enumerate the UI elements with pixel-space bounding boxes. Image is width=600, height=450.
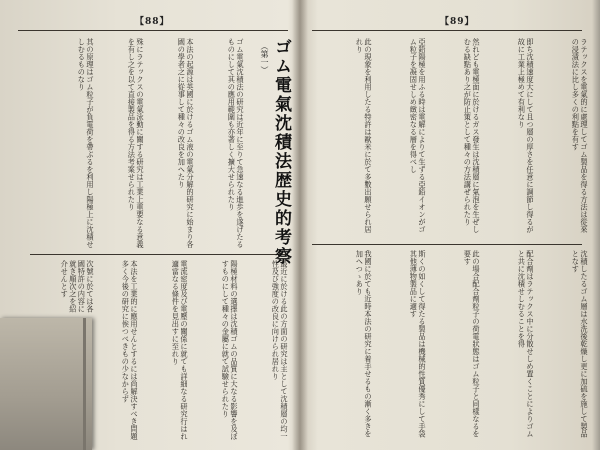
- left-lower-column: 最近に於ける此の方面の研究は主として沈積層の均一性及び強度の改良に向けられ居れり: [271, 260, 289, 440]
- page-edge-shadow: [592, 0, 600, 450]
- right-lower-column: 我國に於ても近時本法の研究に着手せるもの漸く多きを加へつゝあり: [355, 250, 373, 438]
- binder-clip: [0, 318, 92, 450]
- article-part: （第一）: [260, 42, 269, 74]
- right-lower-column: 沈積したるゴム層は水洗後乾燥し更に加硫を施して製品となす: [571, 250, 589, 438]
- article-title-block: [246, 38, 292, 268]
- left-page-number: 【88】: [135, 17, 170, 27]
- left-lower-column: 陽極材料の選擇は沈積ゴムの品質に大なる影響を及ぼすものにして種々の金屬に就て試驗せられたり: [221, 260, 239, 440]
- right-lower-column: 此の場合配合劑粒子の荷電狀態はゴム粒子と同樣なるを要す: [463, 250, 481, 438]
- right-lower-column: 配合劑はラテックス中に分散せしめ置くことによりゴムと共に沈積せしむることを得: [517, 250, 535, 438]
- left-upper-column: 本法の起源は英國に於けるゴム液の電氣分解的研究に始まり各國の學者之に從事して種々の改良を加へたり: [177, 38, 195, 248]
- left-upper-column: 其の原理はゴム粒子が負電荷を帶ぶるを利用し陽極上に沈積せしむるものなり: [77, 38, 95, 248]
- right-upper-column: 即ち沈積速度大にして且つ層の厚さを任意に調節し得るが故に工業上極めて有利なり: [517, 38, 535, 233]
- right-upper-column: 此の現象を利用したる特許は歐米に於て多數出願せられ居れり: [355, 38, 373, 233]
- right-upper-column: ラテックスを電氣的に處理してゴム製品を得る方法は從來の浸漬法に比し多くの利點を有す: [571, 38, 589, 233]
- left-page: [0, 0, 296, 450]
- right-page: [304, 0, 600, 450]
- right-upper-column: 然れども電極面に於けるガス發生は沈積層に氣泡を生ぜしむる缺點あり之が防止策として種々の方法講ぜられたり: [463, 38, 481, 233]
- right-lower-column: 斯くの如くして得たる製品は機械的性質優秀にして手袋其他薄物製品に適す: [409, 250, 427, 438]
- left-upper-column: ゴム電氣沈積法の研究は近年に至りて急速なる進歩を遂げたるものにして其の應用範圍も亦著しく擴大せられたり: [227, 38, 245, 248]
- column-divider-rule: [312, 244, 582, 245]
- top-rule: [18, 30, 288, 31]
- left-lower-column: 次號に於ては各國特許の内容に就き順次之を紹介せんとす: [60, 260, 95, 313]
- article-title: ゴム電氣沈積法歴史的考察: [271, 38, 291, 266]
- left-lower-column: 本法を工業的に應用せんとするには尚解決すべき問題多く今後の研究に俟つべきもの少なからず: [121, 260, 139, 440]
- top-rule: [312, 30, 582, 31]
- left-lower-column: 電流密度及び電壓の關係に就ても詳細なる研究行はれ適當なる條件を見出すに至れり: [171, 260, 189, 440]
- right-page-number: 【89】: [440, 17, 475, 27]
- right-upper-column: 亞鉛陽極を用ふる時は電解によりて生ずる亞鉛イオンがゴム粒子を凝固せしめ緻密なる層を得べし: [409, 38, 427, 233]
- left-upper-column: 殊にラテックスの電氣泳動に關する研究は工業上重要なる意義を有し之を以て直接製品を得る方法考案せられたり: [127, 38, 145, 248]
